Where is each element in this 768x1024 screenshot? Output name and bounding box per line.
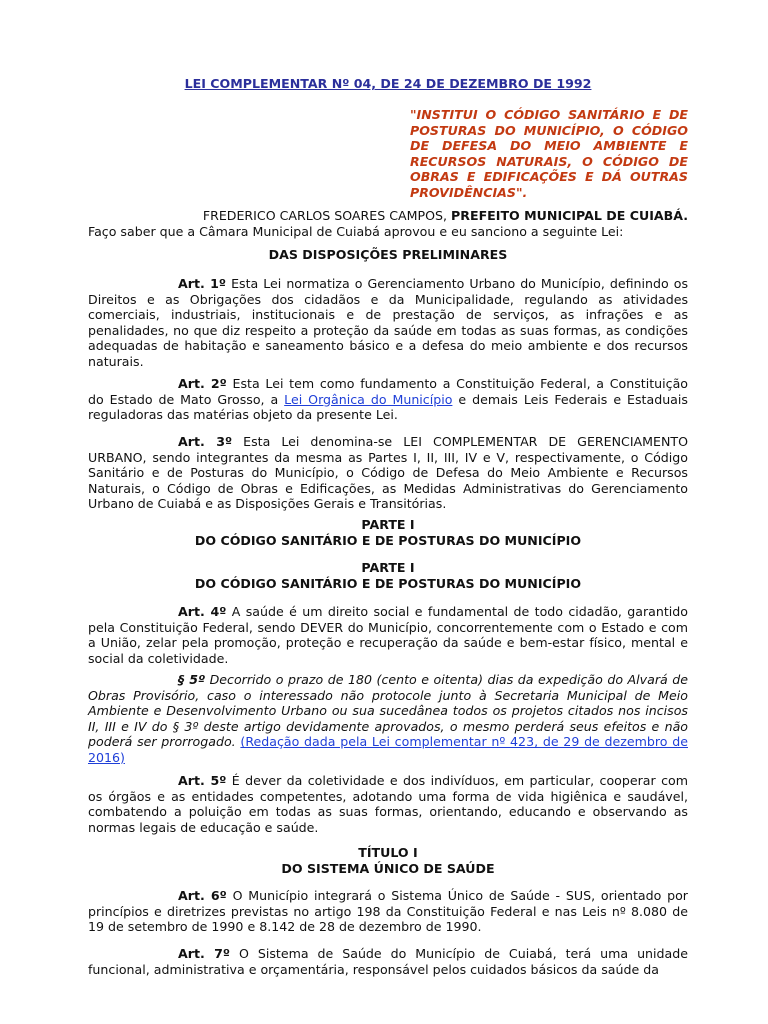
article-5-text: É dever da coletividade e dos indivíduos, em particular, cooperar com os órgãos e as entidades competentes, adotando uma forma de vida higiênica e saudável, combatendo a poluição em todas as suas formas, orientando, educando e observando as normas legais de educação e saúde. [88,773,688,835]
article-4-text: A saúde é um direito social e fundamental de todo cidadão, garantido pela Constituição Federal, sendo DEVER do Município, concorrentemente com o Estado e com a União, zelar pela promoção, proteção e recuperação da saúde e bem-estar físico, mental e social da coletividade. [88,604,688,666]
article-2 [88,376,688,423]
law-title-text: LEI COMPLEMENTAR Nº 04, DE 24 DE DEZEMBRO DE 1992 [184,76,592,91]
parte-1-b-line1: PARTE I [361,560,415,575]
article-3 [88,434,688,512]
parte-1-a-line2: DO CÓDIGO SANITÁRIO E DE POSTURAS DO MUNICÍPIO [194,532,582,548]
parte-1-a-line1: PARTE I [361,517,415,532]
article-1-label: Art. 1º [178,276,227,291]
article-6 [88,888,688,935]
law-title [88,76,688,92]
parte-1-heading-b [88,560,688,591]
paragraph-5-text: Decorrido o prazo de 180 (cento e oitenta) dias da expedição do Alvará de Obras Provisório, caso o interessado não protocole junto à Secretaria Municipal de Meio Ambiente e Desenvolvimento Urbano ou sua sucedânea todos os projetos citados nos incisos II, III e IV do § 3º deste artigo devidamente aprovados, o mesmo perderá seus efeitos e não poderá ser prorrogado. [88,672,688,750]
preamble-name: FREDERICO CARLOS SOARES CAMPOS, [202,208,448,223]
heading-preliminares-text: DAS DISPOSIÇÕES PRELIMINARES [268,247,508,262]
article-1 [88,276,688,370]
titulo-1-line1: TÍTULO I [358,845,418,860]
article-3-label: Art. 3º [178,434,233,449]
article-6-label: Art. 6º [178,888,227,903]
article-1-text: Esta Lei normatiza o Gerenciamento Urbano do Município, definindo os Direitos e as Obrigações dos cidadãos e da Municipalidade, regulando as atividades comerciais, industriais, institucionais e de prestação de serviços, as infrações e as penalidades, no que diz respeito a proteção da saúde em todas as suas formas, as condições adequadas de habitação e saneamento básico e a defesa do meio ambiente e dos recursos naturais. [88,276,688,369]
article-4-label: Art. 4º [178,604,227,619]
titulo-1-heading [88,845,688,876]
redacao-link[interactable]: (Redação dada pela Lei complementar nº 423, de 29 de dezembro de 2016) [88,734,688,765]
preamble [88,208,688,239]
article-3-text: Esta Lei denomina-se LEI COMPLEMENTAR DE GERENCIAMENTO URBANO, sendo integrantes da mesma as Partes I, II, III, IV e V, respectivamente, o Código Sanitário e de Posturas do Município, o Código de Defesa do Meio Ambiente e Recursos Naturais, o Código de Obras e Edificações, as Medidas Administrativas do Gerenciamento Urbano de Cuiabá e as Disposições Gerais e Transitórias. [88,434,689,512]
lei-organica-link[interactable]: Lei Orgânica do Município [284,391,453,407]
article-7-label: Art. 7º [178,946,230,961]
article-2-text-after: e demais Leis Federais e Estaduais reguladoras das matérias objeto da presente Lei. [88,391,688,423]
article-7 [88,946,688,977]
preamble-office: PREFEITO MUNICIPAL DE CUIABÁ. [451,208,688,223]
article-7-text: O Sistema de Saúde do Município de Cuiabá, terá uma unidade funcional, administrativa e orçamentária, responsável pelos cuidados básicos da saúde da [88,946,688,977]
paragraph-5 [88,672,688,766]
article-2-text-before: Esta Lei tem como fundamento a Constituição Federal, a Constituição do Estado de Mato Grosso, a [88,376,688,407]
article-5 [88,773,688,835]
article-4 [88,604,688,666]
preamble-signature [88,208,688,224]
parte-1-b-line2: DO CÓDIGO SANITÁRIO E DE POSTURAS DO MUNICÍPIO [194,575,582,591]
titulo-1-line2: DO SISTEMA ÚNICO DE SAÚDE [281,860,495,876]
paragraph-5-label: § 5º [178,672,206,687]
article-2-label: Art. 2º [178,376,227,391]
law-ementa: "INSTITUI O CÓDIGO SANITÁRIO E DE POSTURAS DO MUNICÍPIO, O CÓDIGO DE DEFESA DO MEIO AMBIENTE E RECURSOS NATURAIS, O CÓDIGO DE OBRAS E EDIFICAÇÕES E DÁ OUTRAS PROVIDÊNCIAS". [410,107,688,200]
article-5-label: Art. 5º [178,773,227,788]
preamble-text: Faço saber que a Câmara Municipal de Cuiabá aprovou e eu sanciono a seguinte Lei: [88,223,624,239]
parte-1-heading-a [88,517,688,548]
article-6-text: O Município integrará o Sistema Único de Saúde - SUS, orientado por princípios e diretrizes previstas no artigo 198 da Constituição Federal e nas Leis nº 8.080 de 19 de setembro de 1990 e 8.142 de 28 de dezembro de 1990. [88,888,688,935]
heading-preliminares [88,247,688,263]
